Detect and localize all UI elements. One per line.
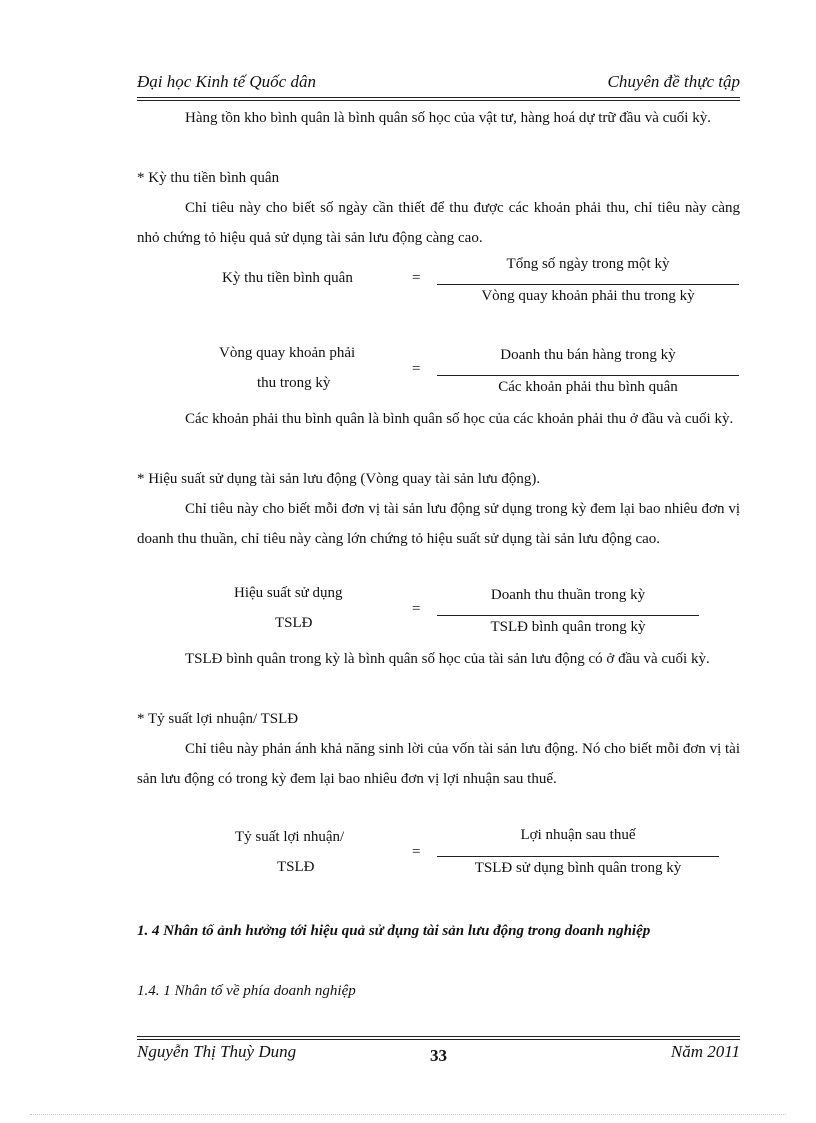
bullet-profit-ratio: * Tỷ suất lợi nhuận/ TSLĐ <box>137 711 299 727</box>
page-number: 33 <box>430 1046 447 1065</box>
formula-numerator: Doanh thu thuần trong kỳ <box>490 587 646 603</box>
footer-year: Năm 2011 <box>670 1042 740 1061</box>
bullet-collection-period: * Kỳ thu tiền bình quân <box>137 170 280 186</box>
footer-author: Nguyễn Thị Thuỳ Dung <box>137 1042 297 1061</box>
formula-lhs: Vòng quay khoản phải <box>219 345 356 361</box>
fraction-bar <box>437 856 719 857</box>
page-edge-dotted-line <box>30 1114 786 1115</box>
formula-lhs: Tỷ suất lợi nhuận/ <box>235 829 345 845</box>
formula-lhs: Kỳ thu tiền bình quân <box>222 270 353 286</box>
formula-lhs-line2: TSLĐ <box>275 615 313 631</box>
formula-lhs: Hiệu suất sử dụng <box>234 585 343 601</box>
fraction-bar <box>437 375 739 376</box>
header-doc-type: Chuyên đề thực tập <box>607 72 740 91</box>
formula-denominator: Các khoản phải thu bình quân <box>498 379 678 395</box>
formula-equals: = <box>412 270 421 286</box>
paragraph-inventory: Hàng tồn kho bình quân là bình quân số học của vật tư, hàng hoá dự trữ đầu và cuối kỳ. <box>185 110 711 126</box>
paragraph-average-current-assets: TSLĐ bình quân trong kỳ là bình quân số học của tài sản lưu động có ở đầu và cuối kỳ. <box>185 651 710 667</box>
formula-asset-efficiency <box>137 585 740 647</box>
bullet-asset-efficiency: * Hiệu suất sử dụng tài sản lưu động (Vòng quay tài sản lưu động). <box>137 471 541 487</box>
formula-collection-period <box>137 254 740 316</box>
formula-equals: = <box>412 601 421 617</box>
formula-receivables-turnover <box>137 345 740 407</box>
formula-numerator: Tổng số ngày trong một kỳ <box>506 256 670 272</box>
section-heading: 1. 4 Nhân tố ảnh hưởng tới hiệu quả sử dụng tài sản lưu động trong doanh nghiệp <box>137 923 651 939</box>
footer-rule <box>137 1036 740 1037</box>
paragraph-profit-ratio: Chỉ tiêu này phản ánh khả năng sinh lời của vốn tài sản lưu động. Nó cho biết mỗi đơn vị tài sản lưu động có trong kỳ đem lại bao nhiêu đơn vị lợi nhuận sau thuế. <box>137 741 740 787</box>
paragraph-receivables-average: Các khoản phải thu bình quân là bình quân số học của các khoản phải thu ở đầu và cuối kỳ. <box>185 411 734 427</box>
formula-lhs-line2: thu trong kỳ <box>257 375 331 391</box>
header-rule <box>137 97 740 98</box>
subsection-heading: 1.4. 1 Nhân tố về phía doanh nghiệp <box>137 983 356 999</box>
formula-lhs-line2: TSLĐ <box>277 859 315 875</box>
fraction-bar <box>437 284 739 285</box>
formula-equals: = <box>412 844 421 860</box>
fraction-bar <box>437 615 699 616</box>
formula-equals: = <box>412 361 421 377</box>
formula-denominator: TSLĐ sử dụng bình quân trong kỳ <box>474 860 682 876</box>
paragraph-collection-period: Chỉ tiêu này cho biết số ngày cần thiết để thu được các khoản phải thu, chỉ tiêu này càng nhỏ chứng tỏ hiệu quả sử dụng tài sản lưu động càng cao. <box>137 200 740 246</box>
formula-numerator: Doanh thu bán hàng trong kỳ <box>500 347 676 363</box>
formula-denominator: TSLĐ bình quân trong kỳ <box>490 619 646 635</box>
header-university: Đại học Kinh tế Quốc dân <box>137 72 316 91</box>
page-header <box>137 70 740 96</box>
formula-denominator: Vòng quay khoản phải thu trong kỳ <box>481 288 695 304</box>
formula-numerator: Lợi nhuận sau thuế <box>520 827 636 843</box>
paragraph-asset-efficiency: Chỉ tiêu này cho biết mỗi đơn vị tài sản lưu động sử dụng trong kỳ đem lại bao nhiêu đơn vị doanh thu thuần, chỉ tiêu này càng lớn chứng tỏ hiệu suất sử dụng tài sản lưu động cao. <box>137 501 740 547</box>
header-rule-double <box>137 100 740 101</box>
formula-profit-ratio <box>137 825 740 887</box>
page-footer <box>137 1040 740 1070</box>
